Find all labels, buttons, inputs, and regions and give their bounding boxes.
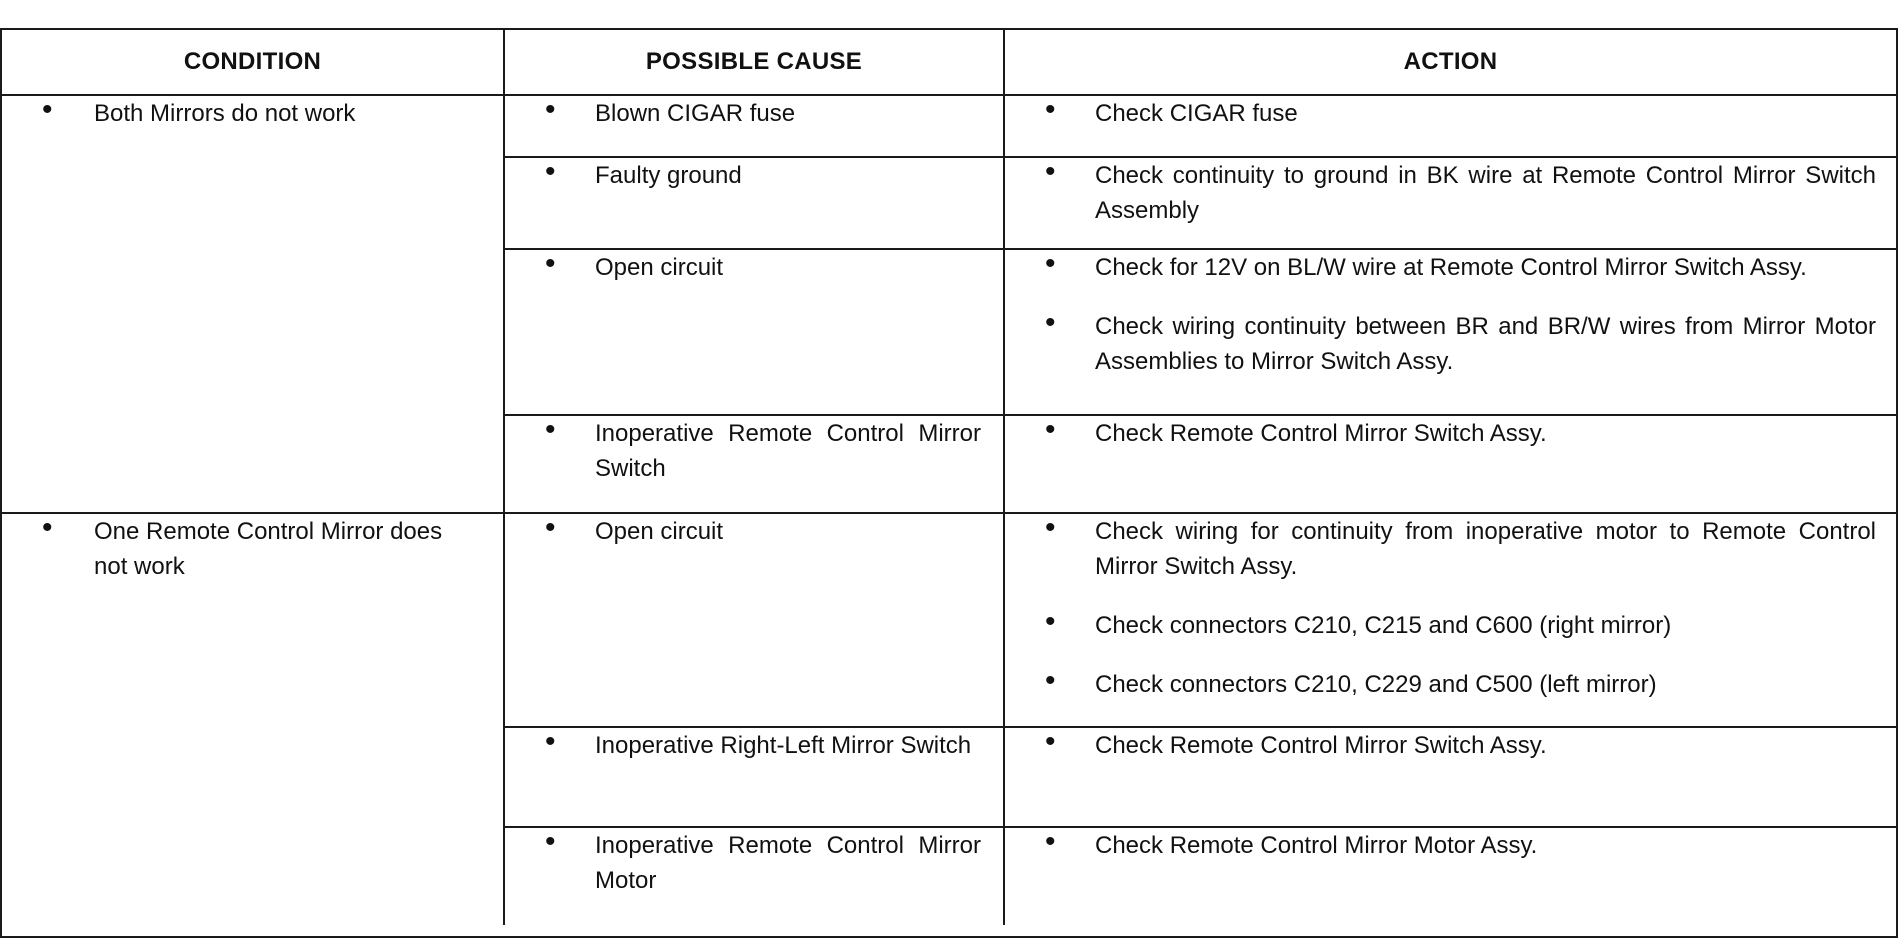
action-cell: [1004, 727, 1896, 827]
cause-cell: [504, 249, 1004, 415]
cause-text: • Open circuit: [505, 250, 1003, 285]
action-cell: [1004, 827, 1896, 925]
cause-cell: [504, 157, 1004, 249]
header-row: [2, 30, 1896, 95]
condition-text: • One Remote Control Mirror does not work: [2, 514, 503, 584]
cause-cell: [504, 727, 1004, 827]
action-cell: [1004, 249, 1896, 415]
troubleshooting-table: [2, 30, 1896, 925]
condition-cell: [2, 513, 504, 925]
action-text: • Check Remote Control Mirror Motor Assy.: [1005, 828, 1896, 863]
cause-cell: [504, 95, 1004, 157]
cause-cell: [504, 827, 1004, 925]
cause-cell: [504, 415, 1004, 513]
action-text: • Check wiring continuity between BR and BR/W wires from Mirror Motor Assemblies to Mirror Switch Assy.: [1005, 309, 1896, 379]
action-cell: [1004, 157, 1896, 249]
action-cell: [1004, 415, 1896, 513]
cause-text: • Open circuit: [505, 514, 1003, 549]
action-text: • Check Remote Control Mirror Switch Assy.: [1005, 416, 1896, 451]
action-cell: [1004, 513, 1896, 727]
action-text: • Check Remote Control Mirror Switch Assy.: [1005, 728, 1896, 763]
troubleshooting-table-frame: [0, 28, 1898, 938]
header-condition: CONDITION: [2, 30, 504, 95]
action-text: • Check continuity to ground in BK wire at Remote Control Mirror Switch Assembly: [1005, 158, 1896, 228]
header-action: ACTION: [1004, 30, 1896, 95]
cause-text: • Inoperative Right-Left Mirror Switch: [505, 728, 1003, 763]
condition-text: • Both Mirrors do not work: [2, 96, 503, 131]
header-possible-cause: POSSIBLE CAUSE: [504, 30, 1004, 95]
action-text: • Check CIGAR fuse: [1005, 96, 1896, 131]
action-text: • Check connectors C210, C229 and C500 (left mirror): [1005, 667, 1896, 702]
table-row: [2, 513, 1896, 727]
cause-text: • Inoperative Remote Control Mirror Motor: [505, 828, 1003, 898]
action-cell: [1004, 95, 1896, 157]
cause-text: • Blown CIGAR fuse: [505, 96, 1003, 131]
cause-cell: [504, 513, 1004, 727]
action-text: • Check for 12V on BL/W wire at Remote Control Mirror Switch Assy.: [1005, 250, 1896, 285]
action-text: • Check connectors C210, C215 and C600 (right mirror): [1005, 608, 1896, 643]
condition-cell: [2, 95, 504, 513]
action-text: • Check wiring for continuity from inoperative motor to Remote Control Mirror Switch Assy.: [1005, 514, 1896, 584]
table-row: [2, 95, 1896, 157]
cause-text: • Faulty ground: [505, 158, 1003, 193]
cause-text: • Inoperative Remote Control Mirror Switch: [505, 416, 1003, 486]
